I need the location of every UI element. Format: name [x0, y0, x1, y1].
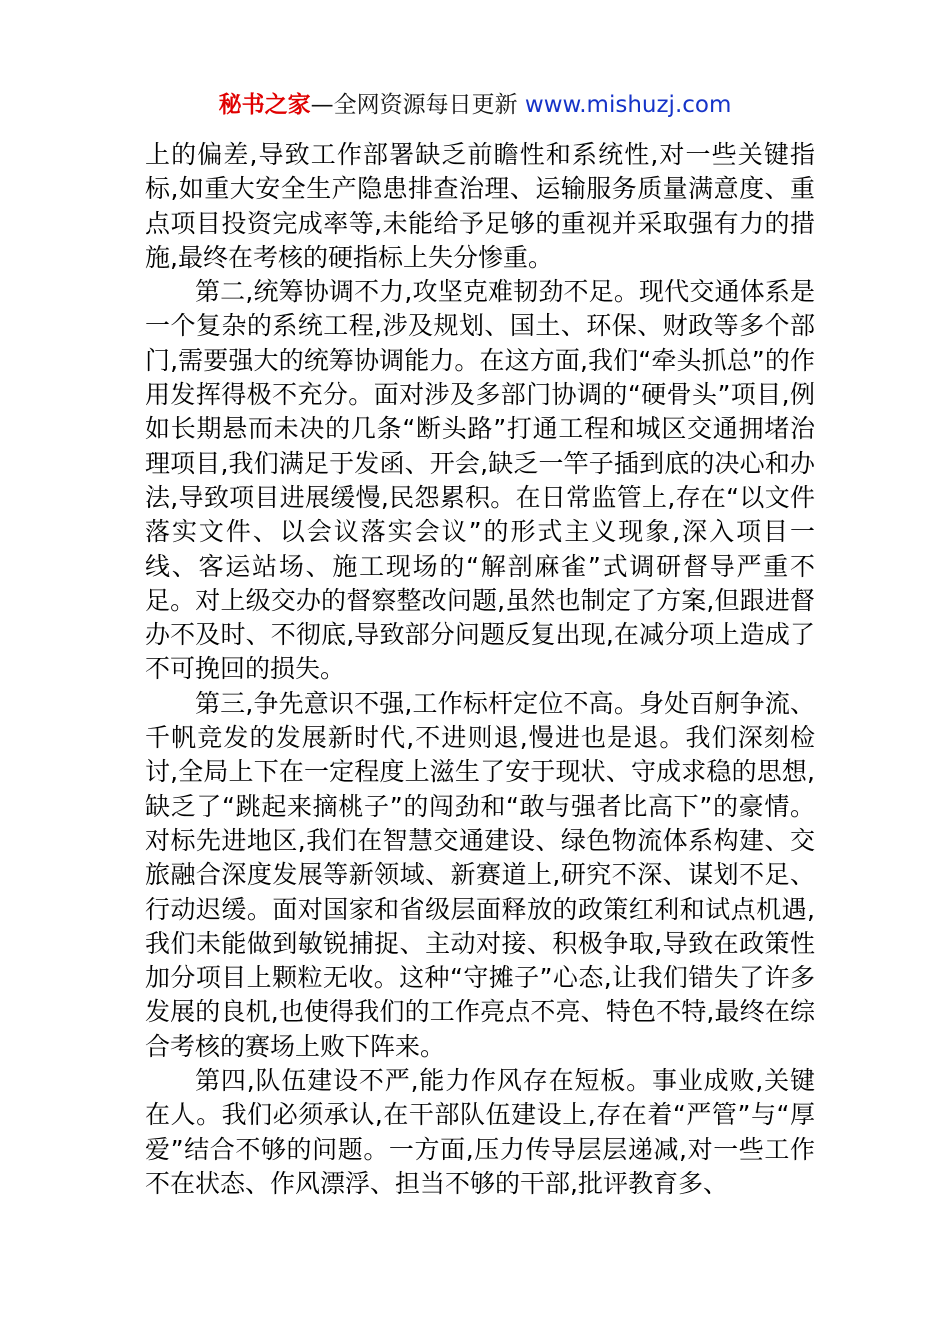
document-body [145, 138, 815, 1201]
page-header [0, 88, 950, 122]
paragraph-continued: 上的偏差,导致工作部署缺乏前瞻性和系统性,对一些关键指标,如重大安全生产隐患排查治理、运输服务质量满意度、重点项目投资完成率等,未能给予足够的重视并采取强有力的措施,最终在考核的硬指标上失分惨重。 [145, 140, 815, 272]
site-url[interactable]: www.mishuzj.com [524, 92, 732, 118]
paragraph-fourth-point: 第四,队伍建设不严,能力作风存在短板。事业成败,关键在人。我们必须承认,在干部队伍建设上,存在着“严管”与“厚爱”结合不够的问题。一方面,压力传导层层递减,对一些工作不在状态、作风漂浮、担当不够的干部,批评教育多、 [145, 1066, 815, 1198]
paragraph-second-point: 第二,统筹协调不力,攻坚克难韧劲不足。现代交通体系是一个复杂的系统工程,涉及规划、国土、环保、财政等多个部门,需要强大的统筹协调能力。在这方面,我们“牵头抓总”的作用发挥得极不充分。面对涉及多部门协调的“硬骨头”项目,例如长期悬而未决的几条“断头路”打通工程和城区交通拥堵治理项目,我们满足于发函、开会,缺乏一竿子插到底的决心和办法,导致项目进展缓慢,民怨累积。在日常监管上,存在“以文件落实文件、以会议落实会议”的形式主义现象,深入项目一线、客运站场、施工现场的“解剖麻雀”式调研督导严重不足。对上级交办的督察整改问题,虽然也制定了方案,但跟进督办不及时、不彻底,导致部分问题反复出现,在减分项上造成了不可挽回的损失。 [145, 277, 815, 684]
site-tagline: —全网资源每日更新 [310, 92, 518, 118]
site-brand: 秘书之家 [218, 92, 311, 118]
paragraph-third-point: 第三,争先意识不强,工作标杆定位不高。身处百舸争流、千帆竞发的发展新时代,不进则退,慢进也是退。我们深刻检讨,全局上下在一定程度上滋生了安于现状、守成求稳的思想,缺乏了“跳起来摘桃子”的闯劲和“敢与强者比高下”的豪情。对标先进地区,我们在智慧交通建设、绿色物流体系构建、交旅融合深度发展等新领域、新赛道上,研究不深、谋划不足、行动迟缓。面对国家和省级层面释放的政策红利和试点机遇,我们未能做到敏锐捕捉、主动对接、积极争取,导致在政策性加分项目上颗粒无收。这种“守摊子”心态,让我们错失了许多发展的良机,也使得我们的工作亮点不亮、特色不特,最终在综合考核的赛场上败下阵来。 [145, 688, 815, 1061]
